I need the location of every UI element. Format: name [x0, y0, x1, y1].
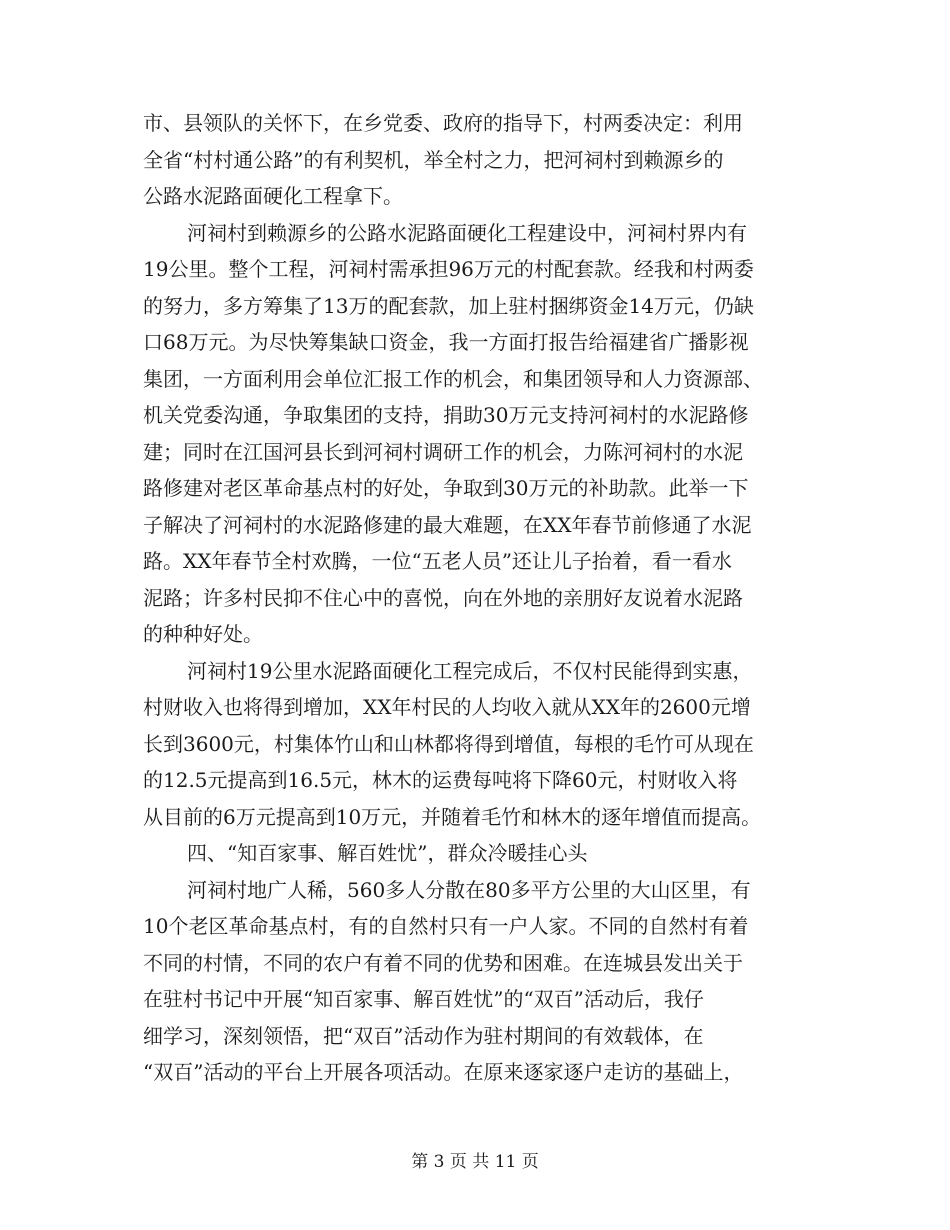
- text-line: 在驻村书记中开展“知百家事、解百姓忧”的“双百”活动后，我仔: [143, 987, 704, 1011]
- text-line: 路修建对老区革命基点村的好处，争取到30万元的补助款。此举一下: [143, 476, 749, 500]
- text-line: 机关党委沟通，争取集团的支持，捐助30万元支持河祠村的水泥路修: [143, 403, 749, 427]
- text-line: 长到3600元，村集体竹山和山林都将得到增值，每根的毛竹可从现在: [143, 731, 754, 756]
- text-line: 集团，一方面利用会单位汇报工作的机会，和集团领导和人力资源部、: [143, 366, 763, 391]
- text-line: 泥路；许多村民抑不住心中的喜悦，向在外地的亲朋好友说着水泥路: [143, 585, 743, 610]
- text-line: “双百”活动的平台上开展各项活动。在原来逐家逐户走访的基础上，: [143, 1060, 744, 1084]
- text-line: 10个老区革命基点村，有的自然村只有一户人家。不同的自然村有着: [143, 914, 749, 938]
- text-line: 的种种好处。: [143, 622, 263, 646]
- text-line: 村财收入也将得到增加，XX年村民的人均收入就从XX年的2600元增: [143, 695, 751, 719]
- text-line: 全省“村村通公路”的有利契机，举全村之力，把河祠村到赖源乡的: [143, 147, 724, 172]
- text-line: 公路水泥路面硬化工程拿下。: [143, 184, 403, 208]
- text-line: 从目前的6万元提高到10万元，并随着毛竹和林木的逐年增值而提高。: [143, 804, 762, 829]
- text-line: 四、“知百家事、解百姓忧”，群众冷暖挂心头: [187, 841, 588, 865]
- text-line: 河祠村地广人稀，560多人分散在80多平方公里的大山区里，有: [187, 877, 751, 902]
- text-line: 建；同时在江国河县长到河祠村调研工作的机会，力陈河祠村的水泥: [143, 439, 743, 464]
- text-line: 路。XX年春节全村欢腾，一位“五老人员”还让儿子抬着，看一看水: [143, 549, 732, 573]
- text-line: 口68万元。为尽快筹集缺口资金，我一方面打报告给福建省广播影视: [143, 330, 749, 354]
- text-line: 细学习，深刻领悟，把“双百”活动作为驻村期间的有效载体，在: [143, 1023, 704, 1048]
- text-line: 市、县领队的关怀下，在乡党委、政府的指导下，村两委决定：利用: [143, 111, 743, 135]
- text-line: 不同的村情，不同的农户有着不同的优势和困难。在连城县发出关于: [143, 950, 743, 975]
- text-line: 的努力，多方筹集了13万的配套款，加上驻村捆绑资金14万元，仍缺: [143, 293, 754, 318]
- text-line: 19公里。整个工程，河祠村需承担96万元的村配套款。经我和村两委: [143, 257, 754, 281]
- body-text: [143, 105, 815, 1091]
- page-footer: 第 3 页 共 11 页: [411, 1152, 539, 1172]
- text-line: 子解决了河祠村的水泥路修建的最大难题，在XX年春节前修通了水泥: [143, 512, 752, 537]
- text-line: 河祠村到赖源乡的公路水泥路面硬化工程建设中，河祠村界内有: [187, 220, 747, 245]
- text-line: 的12.5元提高到16.5元，林木的运费每吨将下降60元，村财收入将: [143, 768, 738, 792]
- text-line: 河祠村19公里水泥路面硬化工程完成后，不仅村民能得到实惠，: [187, 658, 753, 683]
